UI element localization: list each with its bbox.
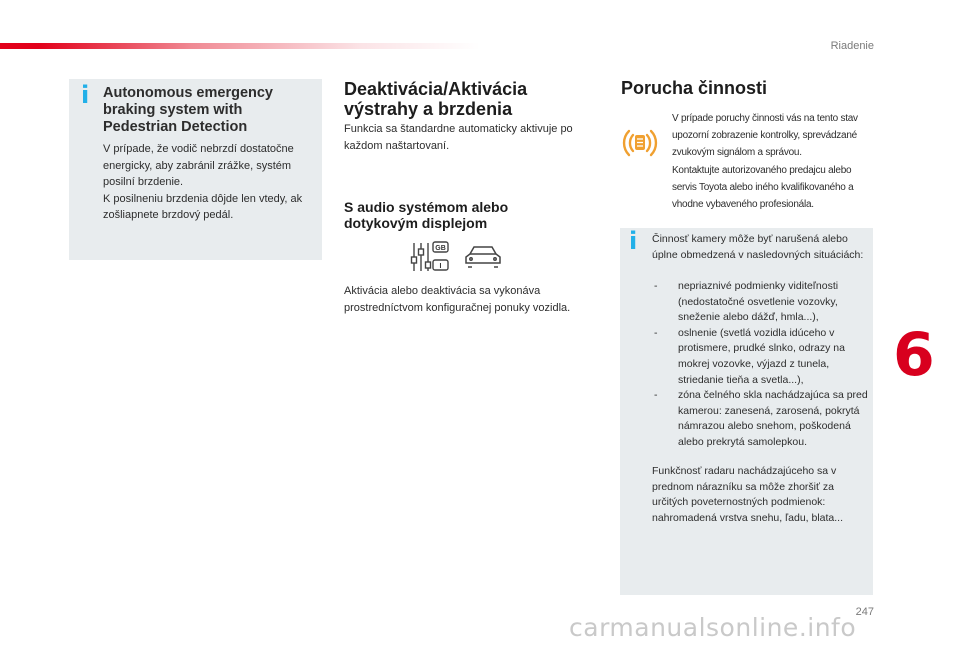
camera-conditions-list [652,279,870,451]
info-box-body: V prípade, že vodič nebrzdí dostatočne energicky, aby zabránil zrážke, systém posilní brzdenie. K posilneniu brzdenia dôjde len vtedy, ak zošliapnete brzdový pedál. [103,143,303,221]
info-icon: i [81,81,90,109]
section-title: Riadenie [830,40,874,52]
info-icon: i [629,227,638,255]
language-label: GB [435,245,446,252]
menu-icons [410,239,510,275]
info-box-camera [620,228,873,595]
audio-system-subtitle: S audio systémom alebo dotykovým displejom [344,199,509,231]
info-box-aeb [69,79,322,260]
chapter-number: 6 [893,320,935,390]
info-box-title: Autonomous emergency braking system with Pedestrian Detection [103,85,273,135]
settings-sliders-icon [410,239,510,275]
malfunction-body: V prípade poruchy činnosti vás na tento stav upozorní zobrazenie kontrolky, sprevádzané zvukovým signálom a správou. Kontaktujte autorizovaného predajcu alebo servis Toyota alebo iného kvalifikovaného a vhodne vybaveného profesionála. [672,113,858,211]
info-label: I [439,263,442,270]
list-item: - oslnenie (svetlá vozidla idúceho v protismere, prudké slnko, odrazy na mokrej vozovke, výjazd z tunela, striedanie tieňa a svetla...), [654,326,845,386]
header-accent-bar [0,43,480,49]
list-item: - zóna čelného skla nachádzajúca sa pred kamerou: zanesená, zarosená, pokrytá námrazou alebo snehom, poškodená alebo prekrytá samolepkou. [654,389,868,448]
malfunction-title: Porucha činnosti [621,78,768,98]
configuration-menu-body: Aktivácia alebo deaktivácia sa vykonáva prostredníctvom konfiguračnej ponuky vozidla. [344,285,571,314]
car-icon [466,247,500,267]
camera-intro: Činnosť kamery môže byť narušená alebo úplne obmedzená v nasledovných situáciách: [652,233,864,261]
list-item: - nepriaznivé podmienky viditeľnosti (nedostatočné osvetlenie vozovky, sneženie alebo dážď, hmla...), [654,280,839,324]
brake-warning-icon [621,124,659,162]
watermark: carmanualsonline.info [569,613,857,642]
deactivation-title: Deaktivácia/Aktivácia výstrahy a brzdenia [344,79,528,119]
deactivation-body: Funkcia sa štandardne automaticky aktivuje po každom naštartovaní. [344,123,573,152]
page-number: 247 [855,606,874,618]
radar-note: Funkčnosť radaru nachádzajúceho sa v prednom nárazníku sa môže zhoršiť za určitých poveternostných podmienok: nahromadená vrstva snehu, ľadu, blata... [652,465,844,524]
